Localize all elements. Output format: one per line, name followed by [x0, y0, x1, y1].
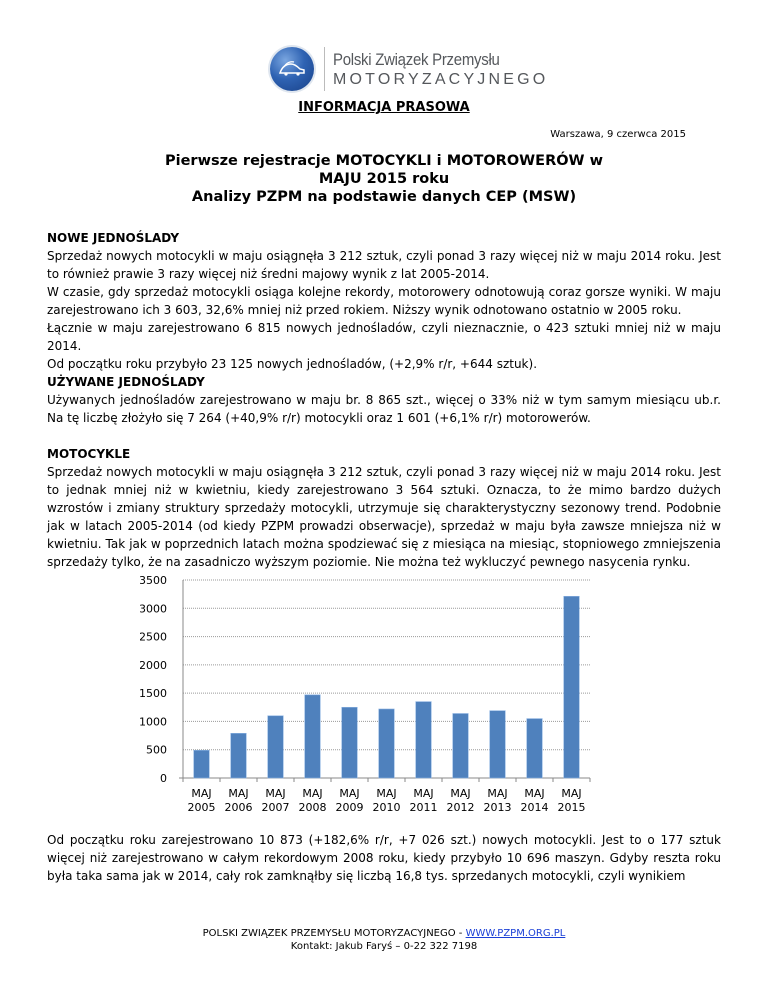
y-tick-label: 500 [146, 743, 167, 757]
car-emblem-icon [270, 47, 314, 91]
x-tick-label: MAJ [413, 787, 434, 800]
x-tick-label: 2010 [372, 801, 401, 814]
x-tick-label: MAJ [561, 787, 582, 800]
paragraph: W czasie, gdy sprzedaż motocykli osiąga kolejne rekordy, motorowery odnotowują coraz gorsze wyniki. W maju zarejestrowano ich 3 603, 32,6% mniej niż przed rokiem. Niższy wynik odnotowano ostatnio w 2005 roku. [47, 285, 721, 317]
x-tick-label: 2014 [520, 801, 549, 814]
bar-chart [140, 568, 600, 818]
headline [0, 152, 768, 206]
bar [490, 711, 506, 778]
may-registrations-chart [140, 568, 600, 818]
footer-org-name: POLSKI ZWIĄZEK PRZEMYSŁU MOTORYZACYJNEGO - [202, 928, 466, 939]
headline-line: Pierwsze rejestracje MOTOCYKLI i MOTOROWERÓW w [164, 153, 603, 169]
x-tick-label: MAJ [302, 787, 323, 800]
document-type-title: INFORMACJA PRASOWA [298, 100, 470, 115]
y-tick-label: 2500 [140, 630, 167, 644]
headline-line: MAJU 2015 roku [318, 171, 450, 187]
pzpm-logo [270, 46, 548, 92]
y-tick-label: 3000 [140, 602, 167, 616]
paragraph: Sprzedaż nowych motocykli w maju osiągnęła 3 212 sztuk, czyli ponad 3 razy więcej niż w maju 2014 roku. Jest to również prawie 3 razy więcej niż średni majowy wynik z lat 2005-2014. [47, 249, 721, 281]
bar [564, 596, 580, 778]
footer-org-line [0, 927, 768, 940]
x-tick-label: 2011 [409, 801, 438, 814]
footer-contact: Kontakt: Jakub Faryś – 0-22 322 7198 [290, 941, 478, 952]
section-motorcycles [47, 445, 721, 571]
logo-text-line2: MOTORYZACYJNEGO [333, 70, 549, 88]
date-line: Warszawa, 9 czerwca 2015 [550, 129, 686, 140]
bar [527, 719, 543, 778]
x-tick-label: MAJ [376, 787, 397, 800]
x-tick-label: 2012 [446, 801, 475, 814]
bar [416, 702, 432, 778]
website-link[interactable]: WWW.PZPM.ORG.PL [465, 928, 566, 939]
x-tick-label: MAJ [265, 787, 286, 800]
paragraph: Sprzedaż nowych motocykli w maju osiągnęła 3 212 sztuk, czyli ponad 3 razy więcej niż w maju 2014 roku. Jest to jednak mniej niż w kwietniu, kiedy zarejestrowano 3 564 sztuki. Oznacza, to że mimo bardzo dużych wzrostów i zmiany struktury sprzedaży motocykli, utrzymuje się charakterystyczny sezonowy trend. Podobnie jak w latach 2005-2014 (od kiedy PZPM prowadzi obserwacje), sprzedaż w maju była zawsze mniejsza niż w kwietniu. Tak jak w poprzednich latach można spodziewać się z miesiąca na miesiąc, stopniowego zmniejszenia sprzedaży tylko, że na zasadniczo wyższym poziomie. Nie można też wykluczyć pewnego nasycenia rynku. [47, 465, 721, 569]
logo-text-line1: Polski Związek Przemysłu [333, 49, 500, 69]
x-tick-label: 2005 [187, 801, 216, 814]
x-tick-label: MAJ [228, 787, 249, 800]
x-tick-label: 2007 [261, 801, 290, 814]
paragraph: Od początku roku przybyło 23 125 nowych jednośladów, (+2,9% r/r, +644 sztuk). [47, 357, 538, 371]
x-tick-label: 2009 [335, 801, 364, 814]
x-tick-label: MAJ [524, 787, 545, 800]
x-tick-label: MAJ [450, 787, 471, 800]
y-tick-label: 2000 [140, 658, 167, 672]
x-tick-label: 2006 [224, 801, 253, 814]
x-tick-label: 2015 [557, 801, 586, 814]
bar [379, 709, 395, 778]
headline-line: Analizy PZPM na podstawie danych CEP (MSW) [191, 189, 577, 205]
paragraph: Łącznie w maju zarejestrowano 6 815 nowych jednośladów, czyli nieznacznie, o 423 sztuki mniej niż w maju 2014. [47, 321, 721, 353]
bar [453, 714, 469, 778]
x-tick-label: 2008 [298, 801, 327, 814]
page-footer [0, 927, 768, 953]
x-tick-label: 2013 [483, 801, 512, 814]
x-tick-label: MAJ [191, 787, 212, 800]
bar [342, 707, 358, 778]
section-used-two-wheelers [47, 373, 721, 427]
x-tick-label: MAJ [487, 787, 508, 800]
bar [194, 750, 210, 778]
bar [231, 733, 247, 778]
y-tick-label: 0 [160, 772, 167, 785]
y-tick-label: 1000 [140, 715, 167, 729]
paragraph: Od początku roku zarejestrowano 10 873 (+182,6% r/r, +7 026 szt.) nowych motocykli. Jest to o 177 sztuk więcej niż zarejestrowano w całym rekordowym 2008 roku, kiedy przybyło 10 696 maszyn. Gdyby reszta roku była taka sama jak w 2014, cały rok zamknąłby się liczbą 16,8 tys. sprzedanych motocykli, czyli wynikiem [47, 833, 721, 883]
y-tick-label: 3500 [140, 574, 167, 587]
section-heading: UŻYWANE JEDNOŚLADY [47, 375, 205, 389]
section-heading: MOTOCYKLE [47, 447, 131, 461]
section-new-two-wheelers [47, 229, 721, 373]
y-tick-label: 1500 [140, 687, 167, 701]
bar [268, 716, 284, 778]
section-ytd-summary [47, 831, 721, 885]
x-tick-label: MAJ [339, 787, 360, 800]
logo-divider [324, 47, 325, 91]
section-heading: NOWE JEDNOŚLADY [47, 231, 180, 245]
bar [305, 695, 321, 778]
paragraph: Używanych jednośladów zarejestrowano w maju br. 8 865 szt., więcej o 33% niż w tym samym miesiącu ub.r. Na tę liczbę złożyło się 7 264 (+40,9% r/r) motocykli oraz 1 601 (+6,1% r/r) motorowerów. [47, 393, 721, 425]
